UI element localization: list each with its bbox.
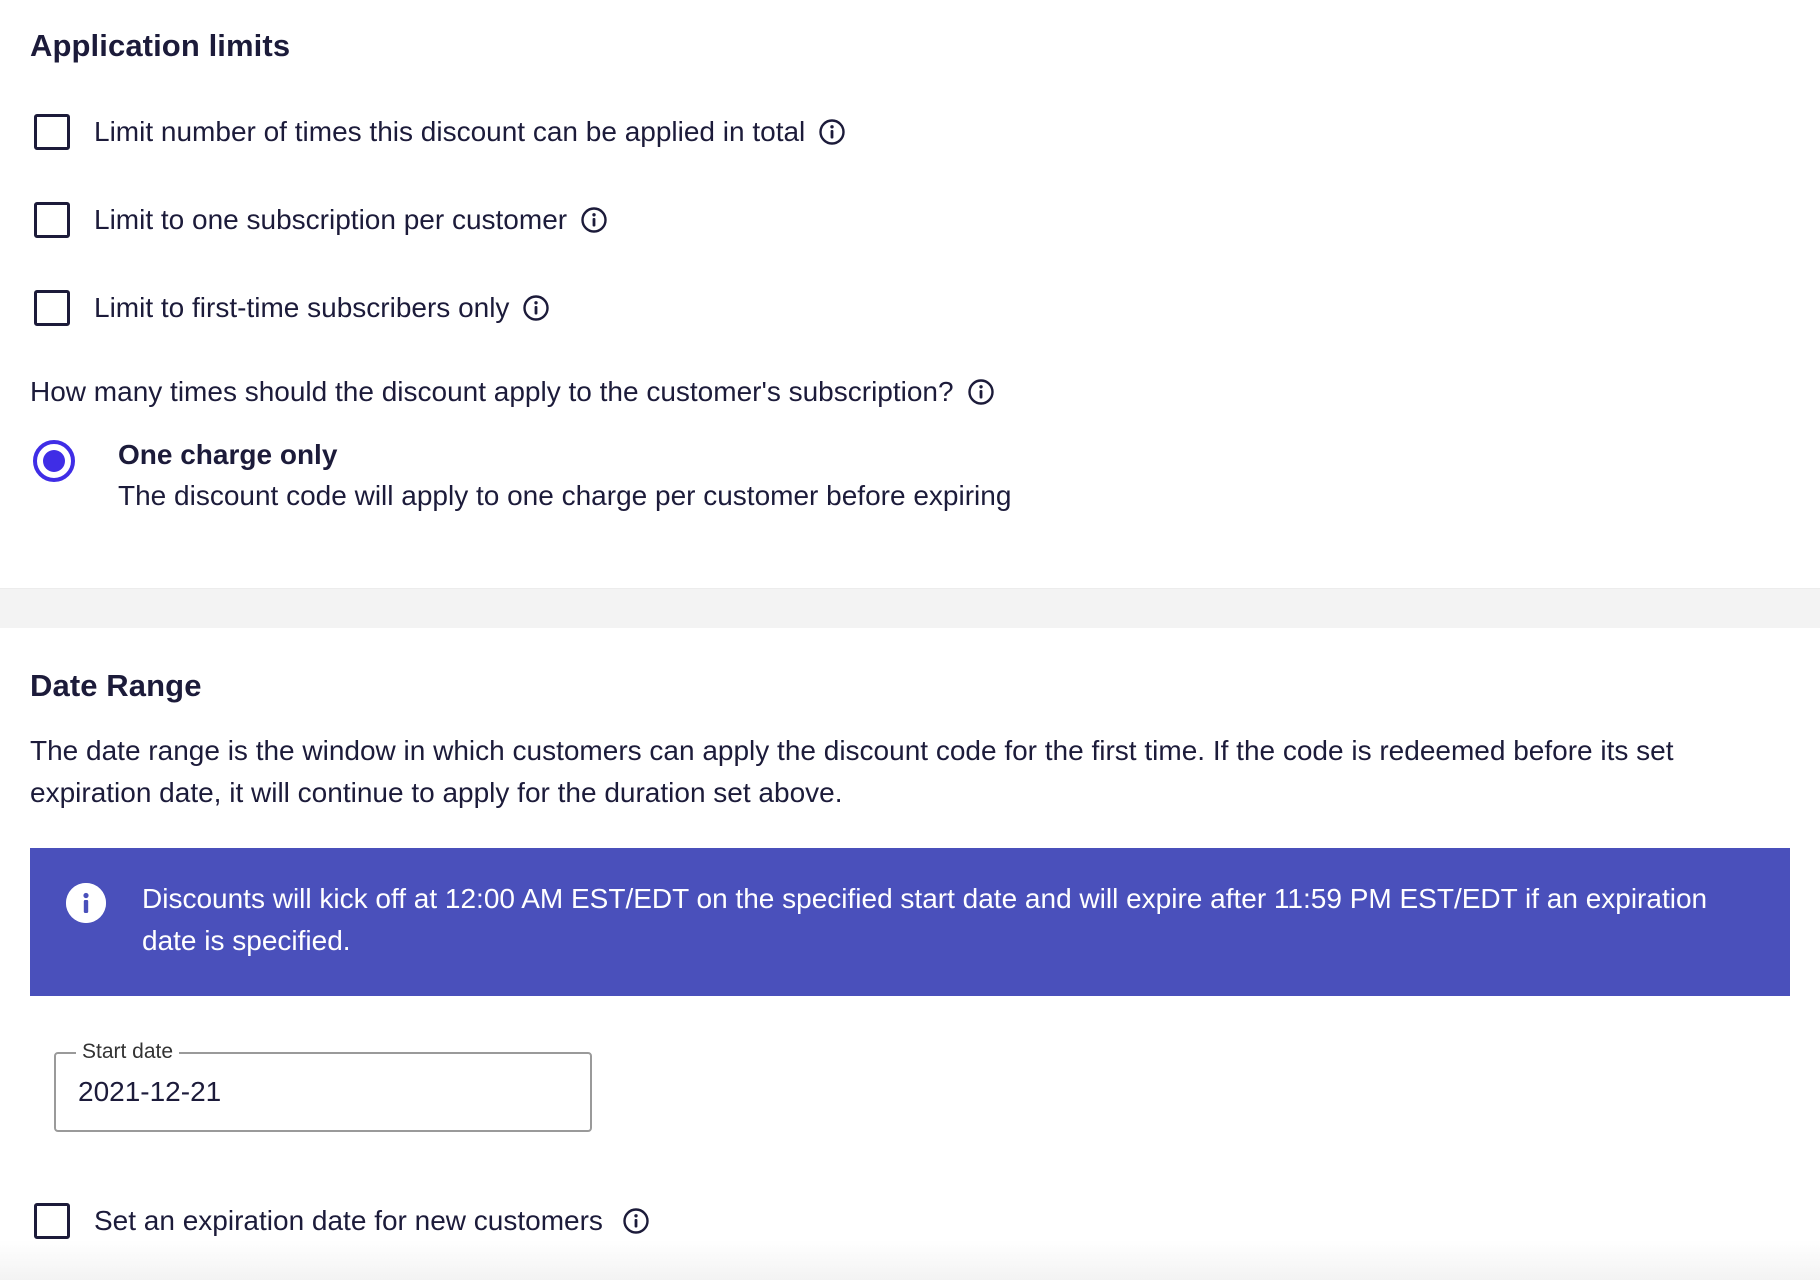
info-circle-icon[interactable]: [966, 377, 996, 407]
application-limits-title: Application limits: [30, 28, 291, 63]
apply-times-question-text: How many times should the discount apply to the customer's subscription?: [30, 376, 954, 407]
one-charge-title: One charge only: [118, 439, 338, 470]
start-date-label: Start date: [76, 1040, 179, 1064]
application-limits-card: [0, 0, 1820, 588]
limit-total-checkbox[interactable]: [34, 114, 70, 150]
start-date-input[interactable]: [78, 1072, 558, 1112]
radio-selected-dot: [43, 450, 65, 472]
one-charge-option[interactable]: [33, 436, 1011, 516]
apply-times-question: [30, 370, 996, 414]
timezone-info-banner: [30, 848, 1790, 996]
info-circle-icon[interactable]: [579, 205, 609, 235]
expiration-date-label: Set an expiration date for new customers: [94, 1205, 603, 1236]
limit-total-row[interactable]: [34, 110, 847, 154]
timezone-info-text: Discounts will kick off at 12:00 AM EST/EDT on the specified start date and will expire after 11:59 PM EST/EDT if an expiration date is specified.: [142, 883, 1708, 956]
limit-first-time-checkbox[interactable]: [34, 290, 70, 326]
date-range-description: The date range is the window in which customers can apply the discount code for the first time. If the code is redeemed before its set expiration date, it will continue to apply for the duration set above.: [30, 735, 1674, 808]
start-date-field[interactable]: [54, 1040, 592, 1132]
info-circle-icon[interactable]: [817, 117, 847, 147]
limit-first-time-row[interactable]: [34, 286, 551, 330]
limit-total-label: Limit number of times this discount can be applied in total: [94, 116, 806, 147]
limit-one-subscription-row[interactable]: [34, 198, 609, 242]
info-filled-icon: [66, 883, 106, 923]
expiration-date-row[interactable]: [34, 1199, 651, 1243]
date-range-title: Date Range: [30, 668, 202, 703]
one-charge-description: The discount code will apply to one charge per customer before expiring: [118, 480, 1012, 511]
info-circle-icon[interactable]: [521, 293, 551, 323]
section-divider: [0, 588, 1820, 628]
info-circle-icon[interactable]: [621, 1206, 651, 1236]
limit-one-subscription-checkbox[interactable]: [34, 202, 70, 238]
limit-one-subscription-label: Limit to one subscription per customer: [94, 204, 568, 235]
one-charge-radio[interactable]: [33, 440, 75, 482]
limit-first-time-label: Limit to first-time subscribers only: [94, 292, 510, 323]
one-charge-text: [118, 436, 1011, 516]
expiration-date-checkbox[interactable]: [34, 1203, 70, 1239]
